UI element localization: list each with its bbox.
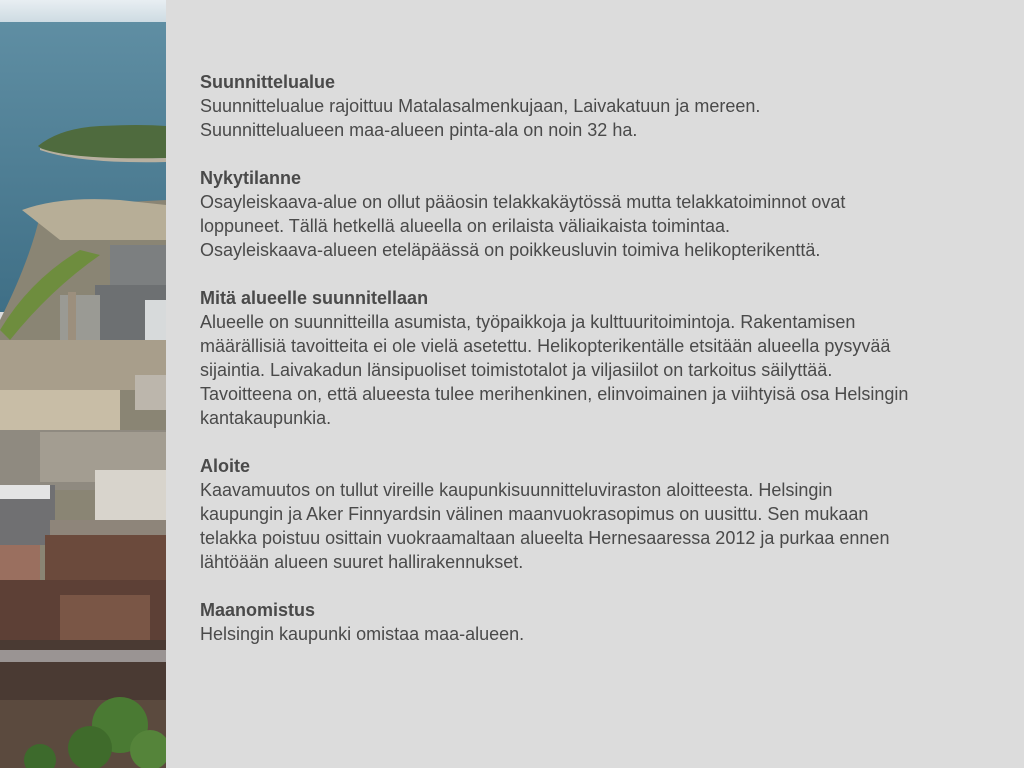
section-line: loppuneet. Tällä hetkellä alueella on erilaista väliaikaista toimintaa.: [200, 216, 730, 236]
section-line: Osayleiskaava-alue on ollut pääosin telakkakäytössä mutta telakkatoiminnot ovat: [200, 192, 846, 212]
section-line: kaupungin ja Aker Finnyardsin välinen maanvuokrasopimus on uusittu. Sen mukaan: [200, 504, 869, 524]
section-heading: Nykytilanne: [200, 168, 302, 188]
section-line: Osayleiskaava-alueen eteläpäässä on poikkeusluvin toimiva helikopterikenttä.: [200, 240, 821, 260]
section-mita-alueelle-suunnitellaan: [200, 286, 1000, 430]
content-area: [200, 70, 1000, 670]
section-line: telakka poistuu osittain vuokraamaltaan alueelta Hernesaaressa 2012 ja purkaa ennen: [200, 528, 890, 548]
section-line: sijaintia. Laivakadun länsipuoliset toimistotalot ja viljasiilot on tarkoitus säilyttää.: [200, 360, 833, 380]
section-heading: Maanomistus: [200, 600, 316, 620]
aerial-photo-drawing: [0, 0, 166, 768]
section-maanomistus: [200, 598, 1000, 646]
section-line: Tavoitteena on, että alueesta tulee merihenkinen, elinvoimainen ja viihtyisä osa Helsingin: [200, 384, 909, 404]
section-line: Kaavamuutos on tullut vireille kaupunkisuunnitteluviraston aloitteesta. Helsingin: [200, 480, 833, 500]
section-aloite: [200, 454, 1000, 574]
section-heading: Aloite: [200, 456, 251, 476]
section-nykytilanne: [200, 166, 1000, 262]
section-suunnittelualue: [200, 70, 1000, 142]
section-heading: Mitä alueelle suunnitellaan: [200, 288, 429, 308]
section-line: Suunnittelualueen maa-alueen pinta-ala on noin 32 ha.: [200, 120, 638, 140]
section-line: lähtöään alueen suuret hallirakennukset.: [200, 552, 524, 572]
section-line: kantakaupunkia.: [200, 408, 332, 428]
aerial-photo: [0, 0, 166, 768]
section-line: Helsingin kaupunki omistaa maa-alueen.: [200, 624, 525, 644]
section-line: Alueelle on suunnitteilla asumista, työpaikkoja ja kulttuuritoimintoja. Rakentamisen: [200, 312, 856, 332]
section-heading: Suunnittelualue: [200, 72, 335, 92]
section-line: määrällisiä tavoitteita ei ole vielä asetettu. Helikopterikentälle etsitään alueella pysyvää: [200, 336, 891, 356]
section-line: Suunnittelualue rajoittuu Matalasalmenkujaan, Laivakatuun ja mereen.: [200, 96, 761, 116]
